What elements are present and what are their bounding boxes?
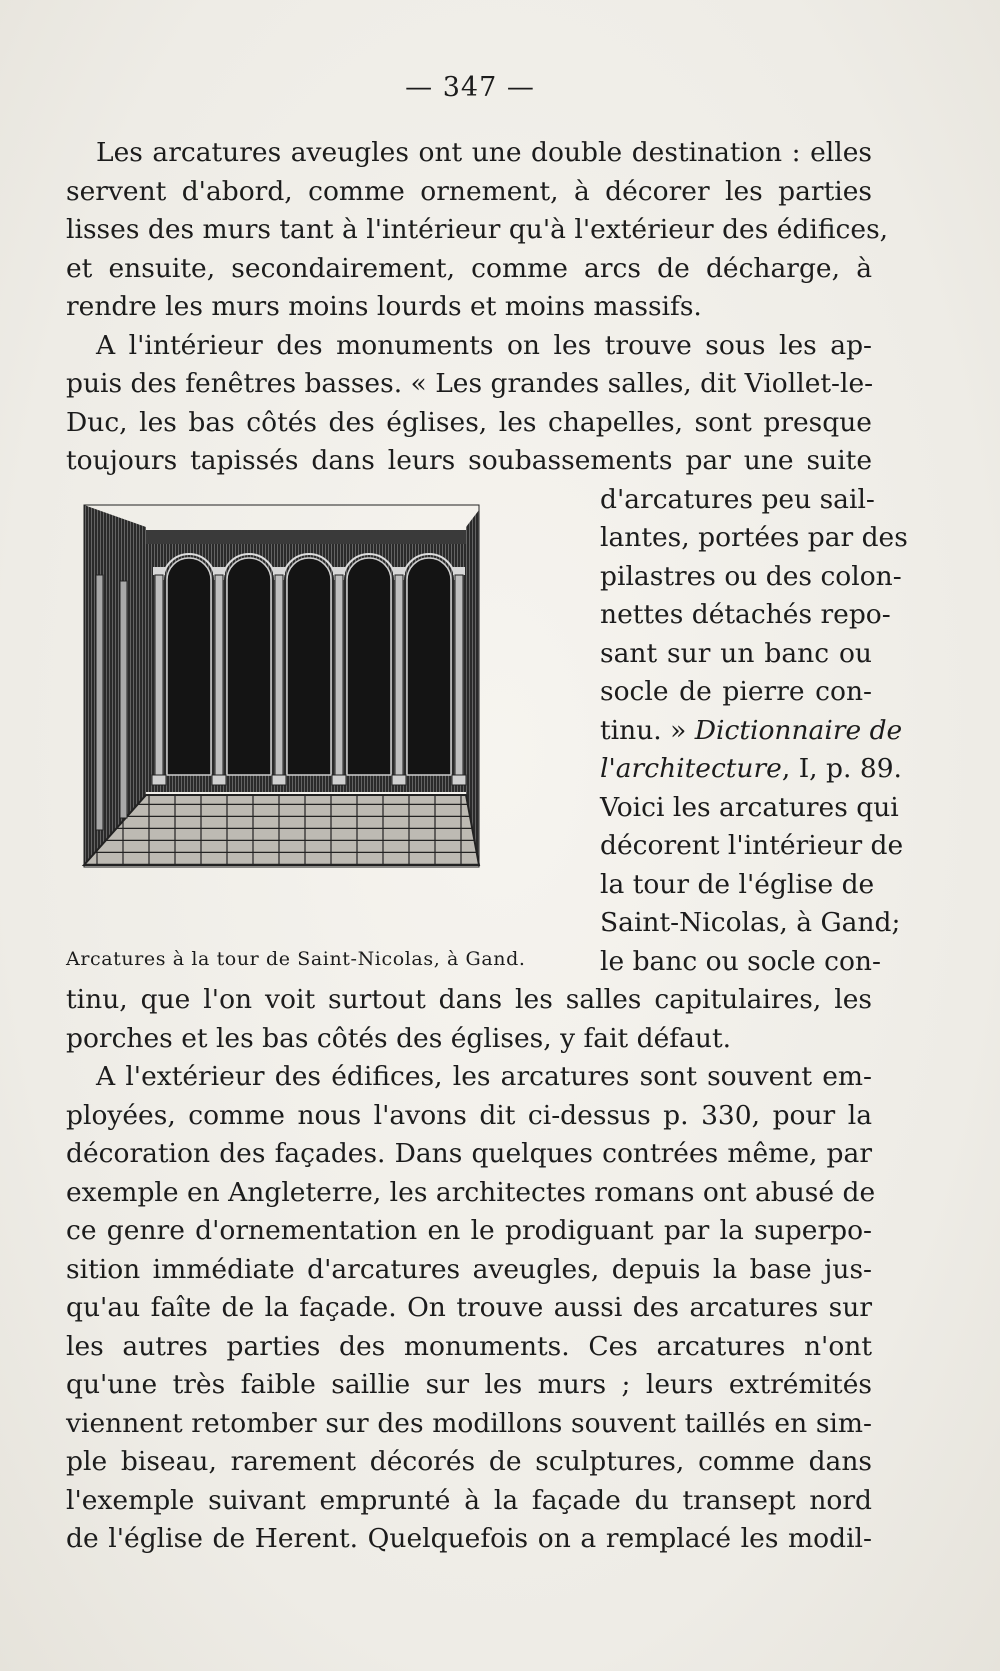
text-line xyxy=(66,211,889,250)
text-run: décorent l'intérieur de xyxy=(600,830,904,861)
text-run: tinu. » xyxy=(600,714,687,746)
side-column xyxy=(96,575,103,830)
text-line xyxy=(66,1135,872,1174)
text-line xyxy=(600,789,899,828)
wall-top-band xyxy=(146,530,466,544)
text-line xyxy=(66,1097,872,1136)
text-run: ce genre d'ornementation en le prodiguant par la superpo- xyxy=(66,1215,872,1246)
text-line xyxy=(66,173,872,212)
column-base xyxy=(272,775,286,785)
text-run: l'exemple suivant emprunté à la façade du transept nord xyxy=(66,1484,872,1516)
text-run: exemple en Angleterre, les architectes romans ont abusé de xyxy=(66,1176,876,1208)
text-run: socle de pierre con- xyxy=(600,676,872,707)
figure-arcatures-engraving xyxy=(84,505,514,945)
figure-caption: Arcatures à la tour de Saint-Nicolas, à Gand. xyxy=(66,948,526,970)
text-run: porches et les bas côtés des églises, y fait défaut. xyxy=(66,1022,732,1054)
text-line xyxy=(66,1020,872,1059)
text-run: puis des fenêtres basses. « Les grandes salles, dit Viollet-le- xyxy=(66,368,874,399)
text-line xyxy=(600,943,881,982)
text-line xyxy=(66,1443,872,1482)
text-line xyxy=(66,404,872,443)
text-run: de l'église de Herent. Quelquefois on a remplacé les modil- xyxy=(66,1523,872,1554)
text-line xyxy=(600,481,875,520)
text-line xyxy=(66,1405,872,1444)
column xyxy=(455,575,463,775)
column xyxy=(275,575,283,775)
text-line xyxy=(66,1366,872,1405)
text-line xyxy=(600,827,904,866)
arch-niche xyxy=(227,558,271,775)
text-run: rendre les murs moins lourds et moins massifs. xyxy=(66,291,702,322)
italic-run: Dictionnaire de xyxy=(694,714,903,746)
column xyxy=(155,575,163,775)
column-base xyxy=(152,775,166,785)
text-line xyxy=(66,1520,872,1559)
column-capital xyxy=(453,567,465,575)
arch-niche xyxy=(347,558,391,775)
text-run: d'arcatures peu sail- xyxy=(600,483,875,515)
text-line xyxy=(66,1058,872,1097)
text-line xyxy=(66,134,872,173)
text-run: ployées, comme nous l'avons dit ci-dessus p. 330, pour la xyxy=(66,1099,872,1131)
text-run: sant sur un banc ou xyxy=(600,637,872,669)
text-line xyxy=(600,904,901,943)
text-run: et ensuite, secondairement, comme arcs de décharge, à xyxy=(66,252,872,284)
column xyxy=(335,575,343,775)
column-capital xyxy=(153,567,165,575)
text-line xyxy=(66,288,872,327)
text-line xyxy=(600,750,902,789)
text-line xyxy=(66,250,872,289)
text-run: qu'au faîte de la façade. On trouve aussi des arcatures sur xyxy=(66,1292,872,1323)
arch-niche xyxy=(287,558,331,775)
text-run: , I, p. 89. xyxy=(781,753,902,784)
text-line xyxy=(66,1174,876,1213)
text-run: nettes détachés repo- xyxy=(600,599,891,630)
text-run: les autres parties des monuments. Ces arcatures n'ont xyxy=(66,1330,872,1362)
column-capital xyxy=(273,567,285,575)
italic-run: l'architecture xyxy=(600,753,782,784)
text-run: viennent retomber sur des modillons souvent taillés en sim- xyxy=(66,1407,872,1439)
column-capital xyxy=(393,567,405,575)
text-line xyxy=(66,1328,872,1367)
floor xyxy=(84,795,479,865)
text-line xyxy=(600,866,875,905)
text-run: Voici les arcatures qui xyxy=(600,791,899,823)
text-run: toujours tapissés dans leurs soubassements par une suite xyxy=(66,445,872,476)
text-run: A l'extérieur des édifices, les arcatures sont souvent em- xyxy=(96,1061,872,1092)
text-line xyxy=(600,712,903,751)
text-run: le banc ou socle con- xyxy=(600,945,881,977)
column-capital xyxy=(333,567,345,575)
text-run: A l'intérieur des monuments on les trouve sous les ap- xyxy=(96,329,872,361)
column-capital xyxy=(213,567,225,575)
text-run: lantes, portées par des xyxy=(600,522,908,553)
column-base xyxy=(212,775,226,785)
text-run: Les arcatures aveugles ont une double destination : elles xyxy=(96,137,872,168)
text-line xyxy=(600,519,908,558)
text-run: Saint-Nicolas, à Gand; xyxy=(600,907,901,938)
text-line xyxy=(66,327,872,366)
text-run: la tour de l'église de xyxy=(600,868,875,900)
text-run: ple biseau, rarement décorés de sculptures, comme dans xyxy=(66,1446,872,1477)
arch-niche xyxy=(407,558,451,775)
text-line xyxy=(600,673,872,712)
text-run: servent d'abord, comme ornement, à décorer les parties xyxy=(66,175,872,207)
arch-niche xyxy=(167,558,211,775)
page-number: — 347 — xyxy=(405,72,535,103)
column-base xyxy=(392,775,406,785)
text-run: Duc, les bas côtés des églises, les chapelles, sont presque xyxy=(66,406,872,438)
text-run: sition immédiate d'arcatures aveugles, depuis la base jus- xyxy=(66,1253,872,1285)
text-line xyxy=(600,635,872,674)
column-base xyxy=(452,775,466,785)
text-run: décoration des façades. Dans quelques contrées même, par xyxy=(66,1138,872,1169)
text-line xyxy=(66,1212,872,1251)
column xyxy=(215,575,223,775)
text-line xyxy=(66,442,872,481)
text-run: pilastres ou des colon- xyxy=(600,560,902,592)
column xyxy=(395,575,403,775)
side-column xyxy=(120,581,127,818)
text-line xyxy=(66,981,872,1020)
text-line xyxy=(66,365,872,404)
text-line xyxy=(66,1251,872,1290)
text-run: lisses des murs tant à l'intérieur qu'à l'extérieur des édifices, xyxy=(66,214,889,245)
text-run: qu'une très faible saillie sur les murs ; leurs extrémités xyxy=(66,1369,872,1400)
text-line xyxy=(66,1482,872,1521)
column-base xyxy=(332,775,346,785)
text-run: tinu, que l'on voit surtout dans les salles capitulaires, les xyxy=(66,984,872,1015)
text-line xyxy=(600,558,902,597)
text-line xyxy=(600,596,891,635)
text-line xyxy=(66,1289,872,1328)
